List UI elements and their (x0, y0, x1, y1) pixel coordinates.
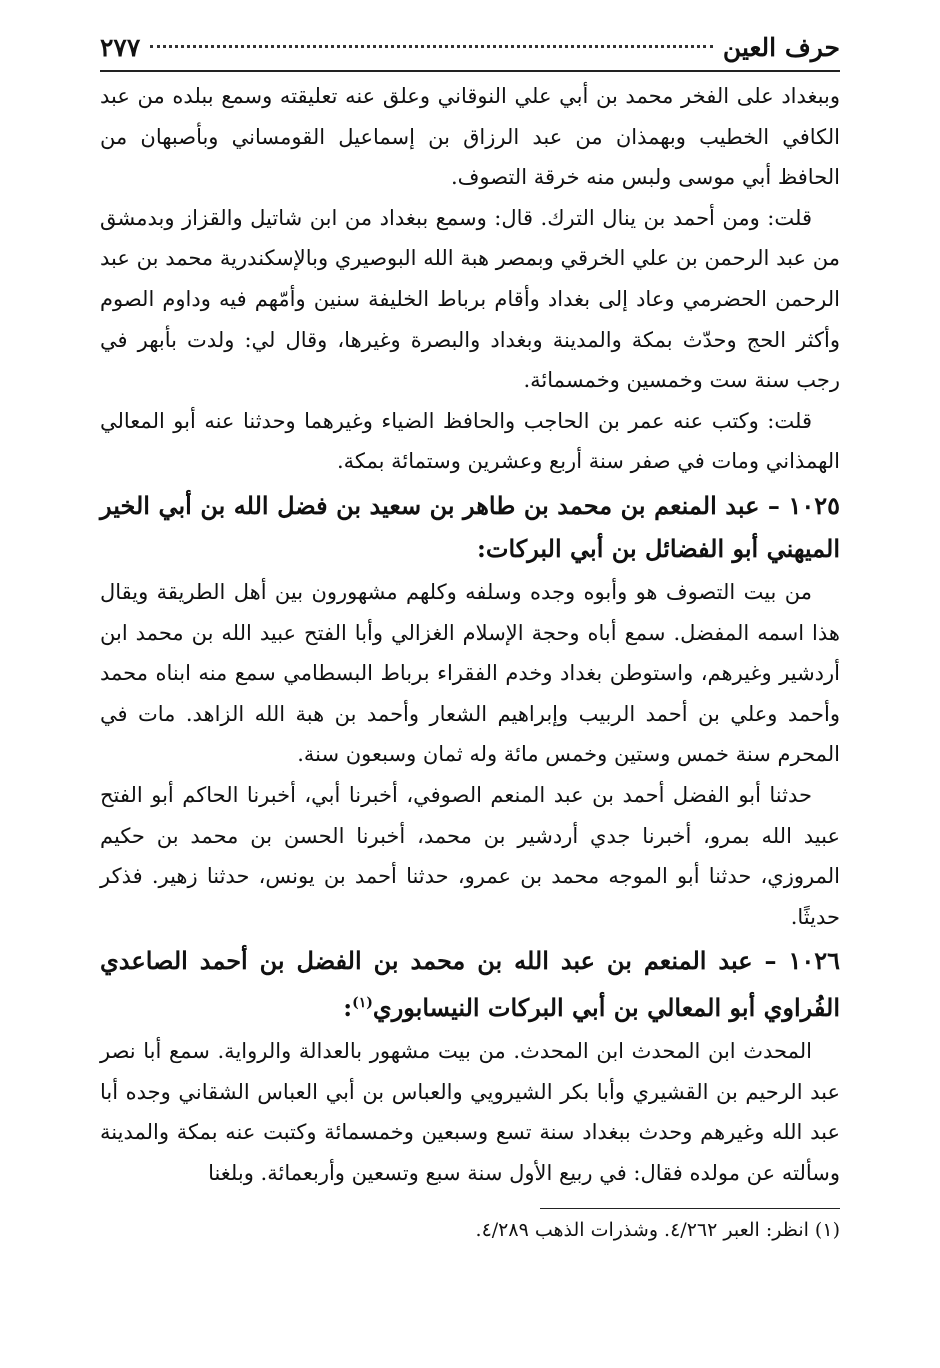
paragraph: قلت: وكتب عنه عمر بن الحاجب والحافظ الضياء وغيرهما وحدثنا عنه أبو المعالي الهمذاني ومات في صفر سنة أربع وعشرين وستمائة بمكة. (100, 408, 840, 474)
leader-dots (150, 45, 713, 48)
footnote-divider (540, 1208, 840, 1209)
section-title: حرف العين (722, 33, 840, 62)
entry-heading-1026-colon: : (343, 993, 353, 1023)
entry-1025-paragraph: حدثنا أبو الفضل أحمد بن عبد المنعم الصوفي، أخبرنا أبي، أخبرنا الحاكم أبو الفتح عبيد الله بمرو، أخبرنا جدي أردشير بن محمد، أخبرنا الحسن بن محمد بن حكيم المروزي، حدثنا أبو الموجه محمد بن عمرو، حدثنا أحمد بن يونس، حدثنا زهير. فذكر حديثًا. (100, 782, 840, 929)
page-number: ٢٧٧ (100, 33, 141, 62)
entry-heading-1026-text: ١٠٢٦ – عبد المنعم بن عبد الله بن محمد بن الفضل بن أحمد الصاعدي الفُراوي أبو المعالي بن أبي البركات النيسابوري (100, 946, 840, 1023)
paragraph: وببغداد على الفخر محمد بن أبي علي النوقاني وعلق عنه تعليقته وسمع ببلده من عبد الكافي الخطيب وبهمذان من عبد الرزاق بن إسماعيل القومساني وبأصبهان من الحافظ أبي موسى ولبس منه خرقة التصوف. (100, 84, 840, 190)
footnote-reference[interactable]: (١) (352, 995, 373, 1012)
footnote: (١) انظر: العبر ٤/٢٦٢. وشذرات الذهب ٤/٢٨٩. (475, 1218, 840, 1241)
entry-1026-paragraph: المحدث ابن المحدث ابن المحدث. من بيت مشهور بالعدالة والرواية. سمع أبا نصر عبد الرحيم بن القشيري وأبا بكر الشيرويي والعباس بن أبي العباس الشقاني وجده أبا عبد الله وغيرهم وحدث ببغداد سنة تسع وسبعين وخمسمائة وكتبت عنه بمكة والمدينة وسألته عن مولده فقال: في ربيع الأول سنة سبع وتسعين وأربعمائة. وبلغنا (100, 1039, 840, 1186)
entry-heading-1026 (100, 939, 840, 1029)
entry-1025-paragraph: من بيت التصوف هو وأبوه وجده وسلفه وكلهم مشهورون بين أهل الطريقة ويقال هذا اسمه المفضل. سمع أباه وحجة الإسلام الغزالي وأبا الفتح عبيد الله بن محمد ابن أردشير وغيرهم، واستوطن بغداد وخدم الفقراء برباط البسطامي سمع منه ابناه محمد وأحمد وعلي بن أحمد الربيب وإبراهيم الشعار وأحمد بن هبة الله الزاهد. مات في المحرم سنة خمس وستين وخمس مائة وله ثمان وسبعون سنة. (100, 579, 840, 767)
running-header (100, 28, 840, 72)
entry-heading-1025: ١٠٢٥ – عبد المنعم بن محمد بن طاهر بن سعيد بن فضل الله بن أبي الخير الميهني أبو الفضائل بن أبي البركات: (100, 490, 841, 563)
paragraph: قلت: ومن أحمد بن ينال الترك. قال: وسمع ببغداد من ابن شاتيل والقزاز وبدمشق من عبد الرحمن بن علي الخرقي وبمصر هبة الله البوصيري وبالإسكندرية محمد بن عبد الرحمن الحضرمي وعاد إلى بغداد وأقام برباط الخليفة سنين وأمّهم فيه وداوم الصوم وأكثر الحج وحدّث بمكة والمدينة وبغداد والبصرة وغيرها، وقال لي: ولدت بأبهر في رجب سنة ست وخمسين وخمسمائة. (100, 205, 840, 393)
